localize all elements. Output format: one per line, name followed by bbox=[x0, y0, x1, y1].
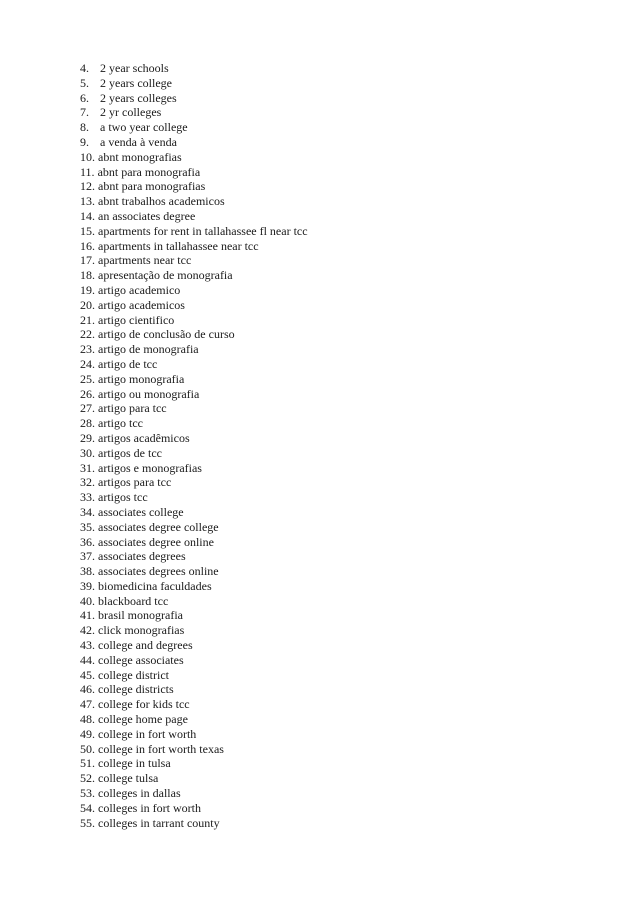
list-item bbox=[80, 475, 308, 490]
list-item-text: associates college bbox=[98, 504, 184, 519]
list-item-text: artigos tcc bbox=[98, 490, 148, 505]
list-item bbox=[80, 653, 308, 668]
list-item-text: apartments near tcc bbox=[98, 253, 192, 268]
list-item-text: colleges in dallas bbox=[98, 786, 181, 801]
list-item bbox=[80, 298, 308, 313]
list-item bbox=[80, 771, 308, 786]
list-item-text: artigo academico bbox=[98, 282, 181, 297]
list-item-text: artigos para tcc bbox=[98, 475, 172, 490]
list-item bbox=[80, 224, 308, 239]
list-item-number: 35. bbox=[80, 519, 95, 534]
list-item-text: artigo tcc bbox=[98, 416, 143, 431]
list-item-text: college in tulsa bbox=[98, 756, 171, 771]
list-item bbox=[80, 623, 308, 638]
list-item-text: artigo de monografia bbox=[98, 342, 199, 357]
list-item-number: 7. bbox=[80, 105, 89, 120]
list-item-number: 49. bbox=[80, 726, 95, 741]
list-item-number: 19. bbox=[80, 282, 95, 297]
list-item-text: artigos de tcc bbox=[98, 445, 162, 460]
list-item-text: college district bbox=[98, 667, 169, 682]
list-item bbox=[80, 387, 308, 402]
list-item bbox=[80, 253, 308, 268]
list-item bbox=[80, 431, 308, 446]
list-item-text: associates degree college bbox=[98, 519, 219, 534]
keyword-list bbox=[80, 61, 308, 830]
list-item bbox=[80, 446, 308, 461]
list-item-text: apartments in tallahassee near tcc bbox=[98, 238, 259, 253]
list-item bbox=[80, 742, 308, 757]
list-item bbox=[80, 135, 308, 150]
list-item-text: college home page bbox=[98, 712, 188, 727]
list-item-number: 36. bbox=[80, 534, 95, 549]
list-item-number: 37. bbox=[80, 549, 95, 564]
list-item-number: 41. bbox=[80, 608, 95, 623]
list-item bbox=[80, 682, 308, 697]
list-item-number: 20. bbox=[80, 297, 95, 312]
list-item bbox=[80, 165, 308, 180]
list-item-number: 50. bbox=[80, 741, 95, 756]
list-item-text: artigo de tcc bbox=[98, 356, 158, 371]
list-item bbox=[80, 150, 308, 165]
list-item bbox=[80, 283, 308, 298]
list-item-text: colleges in fort worth bbox=[98, 800, 201, 815]
list-item-number: 23. bbox=[80, 342, 95, 357]
list-item-text: college in fort worth bbox=[98, 726, 197, 741]
list-item-text: click monografias bbox=[98, 623, 185, 638]
list-item bbox=[80, 786, 308, 801]
list-item-text: colleges in tarrant county bbox=[98, 815, 220, 830]
list-item bbox=[80, 179, 308, 194]
list-item bbox=[80, 549, 308, 564]
list-item-number: 44. bbox=[80, 652, 95, 667]
list-item-number: 33. bbox=[80, 490, 95, 505]
list-item-number: 21. bbox=[80, 312, 95, 327]
list-item-number: 22. bbox=[80, 327, 95, 342]
list-item-number: 52. bbox=[80, 771, 95, 786]
list-item-text: artigo para tcc bbox=[98, 401, 167, 416]
list-item-text: artigos acadêmicos bbox=[98, 430, 190, 445]
list-item bbox=[80, 91, 308, 106]
list-item-number: 51. bbox=[80, 756, 95, 771]
list-item bbox=[80, 594, 308, 609]
list-item-text: associates degrees online bbox=[98, 564, 219, 579]
list-item-number: 31. bbox=[80, 460, 95, 475]
list-item bbox=[80, 120, 308, 135]
list-item-text: college for kids tcc bbox=[98, 697, 190, 712]
list-item bbox=[80, 61, 308, 76]
list-item-number: 42. bbox=[80, 623, 95, 638]
list-item-number: 12. bbox=[80, 179, 95, 194]
list-item bbox=[80, 239, 308, 254]
list-item-text: college in fort worth texas bbox=[98, 741, 224, 756]
list-item bbox=[80, 564, 308, 579]
list-item bbox=[80, 756, 308, 771]
list-item bbox=[80, 638, 308, 653]
list-item-number: 40. bbox=[80, 593, 95, 608]
list-item-text: a venda à venda bbox=[100, 134, 177, 149]
list-item-number: 24. bbox=[80, 356, 95, 371]
list-item-number: 45. bbox=[80, 667, 95, 682]
list-item-text: a two year college bbox=[100, 120, 188, 135]
list-item-text: biomedicina faculdades bbox=[98, 578, 212, 593]
list-item bbox=[80, 461, 308, 476]
list-item bbox=[80, 372, 308, 387]
list-item-number: 25. bbox=[80, 371, 95, 386]
list-item-text: abnt trabalhos academicos bbox=[98, 194, 225, 209]
list-item-text: apartments for rent in tallahassee fl near tcc bbox=[98, 223, 308, 238]
list-item-number: 38. bbox=[80, 564, 95, 579]
list-item-number: 26. bbox=[80, 386, 95, 401]
list-item bbox=[80, 535, 308, 550]
list-item-number: 4. bbox=[80, 61, 89, 75]
list-item bbox=[80, 505, 308, 520]
list-item-text: artigo cientifico bbox=[98, 312, 175, 327]
list-item-number: 5. bbox=[80, 75, 89, 90]
list-item-number: 47. bbox=[80, 697, 95, 712]
list-item-text: blackboard tcc bbox=[98, 593, 169, 608]
list-item-text: college districts bbox=[98, 682, 174, 697]
list-item-text: 2 years college bbox=[100, 75, 172, 90]
list-item bbox=[80, 490, 308, 505]
list-item-text: associates degrees bbox=[98, 549, 186, 564]
list-item-number: 9. bbox=[80, 134, 89, 149]
list-item bbox=[80, 76, 308, 91]
list-item bbox=[80, 416, 308, 431]
list-item-text: artigo academicos bbox=[98, 297, 185, 312]
list-item-number: 27. bbox=[80, 401, 95, 416]
list-item bbox=[80, 327, 308, 342]
list-item bbox=[80, 342, 308, 357]
list-item-number: 55. bbox=[80, 815, 95, 830]
list-item-number: 43. bbox=[80, 638, 95, 653]
list-item bbox=[80, 268, 308, 283]
list-item-text: brasil monografia bbox=[98, 608, 183, 623]
list-item-text: artigo ou monografia bbox=[98, 386, 200, 401]
list-item-number: 16. bbox=[80, 238, 95, 253]
list-item bbox=[80, 727, 308, 742]
list-item bbox=[80, 608, 308, 623]
list-item bbox=[80, 801, 308, 816]
list-item-number: 14. bbox=[80, 208, 95, 223]
list-item-text: 2 year schools bbox=[100, 61, 169, 75]
list-item bbox=[80, 194, 308, 209]
list-item bbox=[80, 105, 308, 120]
list-item-number: 39. bbox=[80, 578, 95, 593]
list-item-number: 53. bbox=[80, 786, 95, 801]
list-item-text: abnt para monografia bbox=[97, 164, 201, 179]
list-item-number: 32. bbox=[80, 475, 95, 490]
list-item bbox=[80, 313, 308, 328]
list-item-text: artigo de conclusão de curso bbox=[98, 327, 235, 342]
list-item-number: 8. bbox=[80, 120, 89, 135]
list-item-number: 13. bbox=[80, 194, 95, 209]
list-item bbox=[80, 520, 308, 535]
list-item-number: 17. bbox=[80, 253, 95, 268]
list-item-text: artigo monografia bbox=[98, 371, 185, 386]
list-item bbox=[80, 579, 308, 594]
list-item-text: college tulsa bbox=[98, 771, 159, 786]
list-item-number: 18. bbox=[80, 268, 95, 283]
list-item-number: 15. bbox=[80, 223, 95, 238]
list-item-text: college and degrees bbox=[98, 638, 193, 653]
list-item-number: 10. bbox=[80, 149, 95, 164]
list-item-number: 34. bbox=[80, 504, 95, 519]
list-item-text: 2 years colleges bbox=[100, 90, 177, 105]
list-item-number: 29. bbox=[80, 430, 95, 445]
list-item-text: college associates bbox=[98, 652, 184, 667]
list-item bbox=[80, 668, 308, 683]
list-item-text: an associates degree bbox=[98, 208, 196, 223]
list-item-number: 11. bbox=[80, 164, 95, 179]
list-item-text: apresentação de monografia bbox=[98, 268, 233, 283]
list-item-text: abnt para monografias bbox=[98, 179, 206, 194]
list-item-text: 2 yr colleges bbox=[100, 105, 162, 120]
list-item-text: artigos e monografias bbox=[98, 460, 202, 475]
list-item-number: 48. bbox=[80, 712, 95, 727]
list-item bbox=[80, 401, 308, 416]
list-item-number: 30. bbox=[80, 445, 95, 460]
list-item-number: 46. bbox=[80, 682, 95, 697]
list-item-text: abnt monografias bbox=[98, 149, 182, 164]
list-item bbox=[80, 357, 308, 372]
list-item-number: 6. bbox=[80, 90, 89, 105]
list-item bbox=[80, 209, 308, 224]
list-item bbox=[80, 697, 308, 712]
list-item-text: associates degree online bbox=[98, 534, 214, 549]
list-item-number: 54. bbox=[80, 800, 95, 815]
list-item bbox=[80, 816, 308, 831]
list-item-number: 28. bbox=[80, 416, 95, 431]
list-item bbox=[80, 712, 308, 727]
